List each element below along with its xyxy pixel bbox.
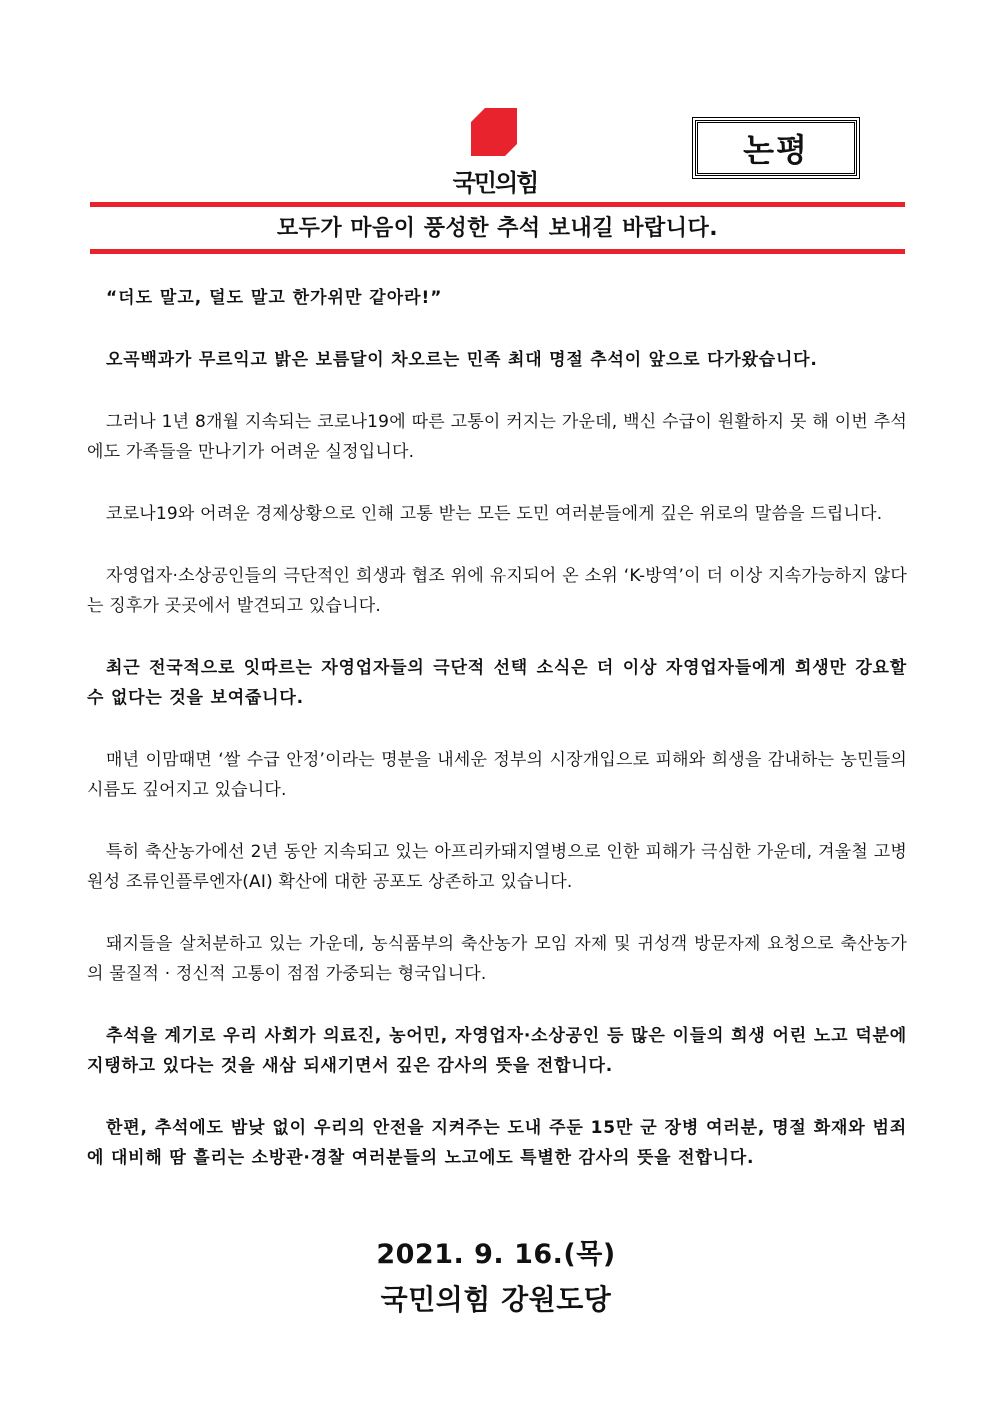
paragraph: 코로나19와 어려운 경제상황으로 인해 고통 받는 모든 도민 여러분들에게 깊은 위로의 말씀을 드립니다. — [106, 504, 883, 524]
doc-type-box — [695, 120, 857, 176]
doc-type-label: 논평 — [743, 131, 809, 169]
paragraph-emphasis: 추석을 계기로 우리 사회가 의료진, 농어민, 자영업자·소상공인 등 많은 이들의 희생 어린 노고 덕분에 지탱하고 있다는 것을 새삼 되새기면서 깊은 감사의 뜻을 전합니다. — [87, 1026, 907, 1076]
paragraph: 그러나 1년 8개월 지속되는 코로나19에 따른 고통이 커지는 가운데, 백신 수급이 원활하지 못 해 이번 추석에도 가족들을 만나기가 어려운 실정입니다. — [87, 412, 907, 462]
paragraph: 자영업자·소상공인들의 극단적인 희생과 협조 위에 유지되어 온 소위 ‘K-방역’이 더 이상 지속가능하지 않다는 징후가 곳곳에서 발견되고 있습니다. — [87, 566, 907, 616]
page-title: 모두가 마음이 풍성한 추석 보내길 바랍니다. — [276, 216, 719, 241]
party-logo-icon — [471, 108, 517, 156]
title-bottom-rule — [90, 249, 905, 254]
opening-quote: “더도 말고, 덜도 말고 한가위만 같아라!” — [106, 288, 443, 308]
paragraph: 특히 축산농가에선 2년 동안 지속되고 있는 아프리카돼지열병으로 인한 피해가 극심한 가운데, 겨울철 고병원성 조류인플루엔자(AI) 확산에 대한 공포도 상존하고 있습니다. — [87, 842, 907, 892]
party-logo-text: 국민의힘 — [452, 169, 538, 197]
title-top-rule — [90, 202, 905, 207]
paragraph-emphasis: 최근 전국적으로 잇따르는 자영업자들의 극단적 선택 소식은 더 이상 자영업자들에게 희생만 강요할 수 없다는 것을 보여줍니다. — [87, 658, 907, 708]
paragraph-emphasis: 한편, 추석에도 밤낮 없이 우리의 안전을 지켜주는 도내 주둔 15만 군 장병 여러분, 명절 화재와 범죄에 대비해 땀 흘리는 소방관·경찰 여러분들의 노고에도 특별한 감사의 뜻을 전합니다. — [87, 1118, 907, 1168]
paragraph-intro: 오곡백과가 무르익고 밝은 보름달이 차오르는 민족 최대 명절 추석이 앞으로 다가왔습니다. — [106, 350, 818, 370]
party-logo — [441, 108, 549, 198]
signature-organization: 국민의힘 강원도당 — [380, 1283, 612, 1316]
paragraph: 돼지들을 살처분하고 있는 가운데, 농식품부의 축산농가 모임 자제 및 귀성객 방문자제 요청으로 축산농가의 물질적 · 정신적 고통이 점점 가중되는 형국입니다. — [87, 934, 907, 984]
paragraph: 매년 이맘때면 ‘쌀 수급 안정’이라는 명분을 내세운 정부의 시장개입으로 피해와 희생을 감내하는 농민들의 시름도 깊어지고 있습니다. — [87, 750, 907, 800]
signature-date: 2021. 9. 16.(목) — [376, 1239, 616, 1270]
statement-body — [87, 283, 907, 1205]
